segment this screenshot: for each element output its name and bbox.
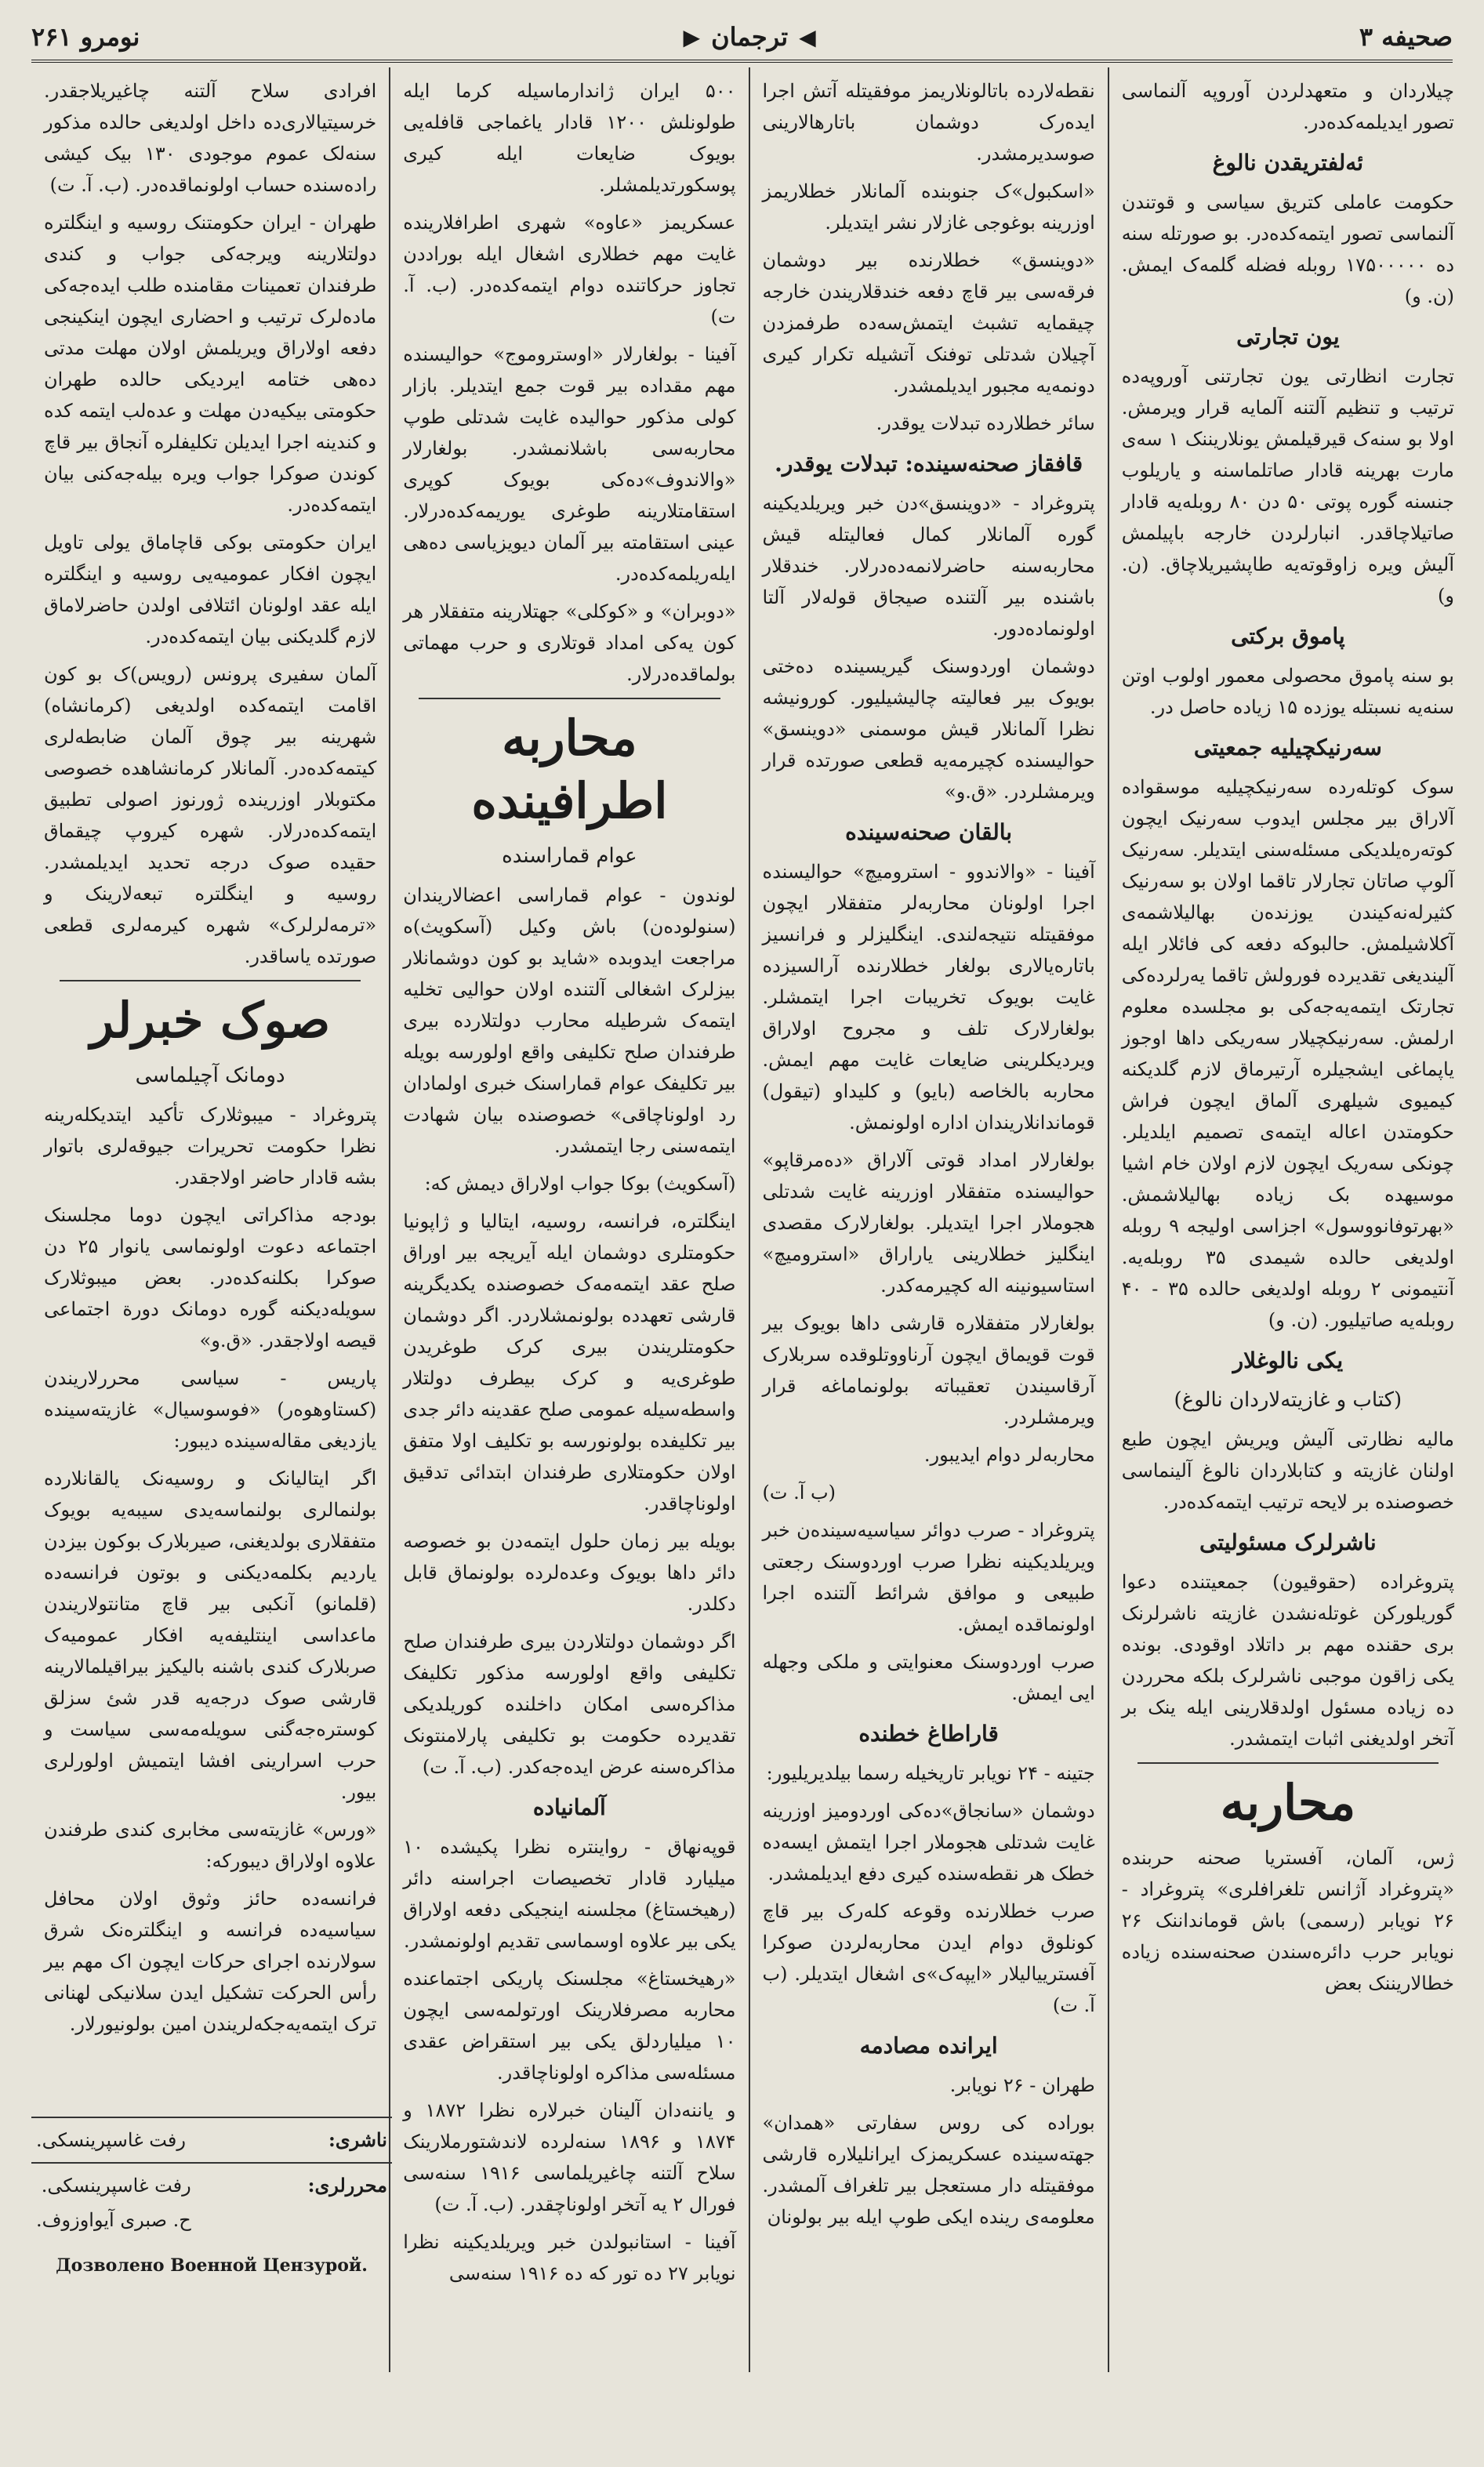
article-text: افرادی سلاح آلتنه چاغیریلاجقدر. خرسیتیالاری‌ده داخل اولدیغی حالده مذکور سنه‌لک عموم موجودی ۱۳۰ بیک کیشی راده‌سنده حساب اولونماقده‌در. (ب. آ. ت) [44,80,377,196]
article-heading: آلمانیاده [532,1794,606,1820]
article-text: اگر دوشمان دولتلاردن بیری طرفندان صلح تکلیفی واقع اولورسه مذکور تکلیفک مذاکره‌سی امکان داخلنده کوریلدیکی تقدیرده حکومت بو تکلیفی پارلامنتونک مذاکره‌سنه عرض ایده‌جه‌کدر. (ب. آ. ت) [403,1631,736,1778]
publisher-label: ناشری: [328,2128,387,2151]
article-text: صرب خطلارنده وقوعه کله‌رک بیر قاچ کونلوق دوام ایدن محاربه‌لردن صوکرا آفسترییالیلار «ایپه‌ک»ی اشغال ایتدیلر. (ب آ. ت) [762,1900,1095,2016]
column-3 [389,67,748,2372]
publisher-name: رفت غاسپرینسکی. [36,2129,186,2151]
article-text: آلمان سفیری پرونس (رویس)ک بو کون اقامت ایتمه‌کده اولدیغی (کرمانشاه) شهرینه بیر چوق آلمان ضابطه‌لری کیتمه‌کده‌در. آلمانلار کرمانشاهده خصوصی مکتوبلار اوزرینده ژورنوز اصولی تطبیق ایتمه‌کده‌درلار. شهره کیروپ چیقماق حقیده صوک درجه تحدید ایدیلمشدر. روسیه و اینگلتره تبعه‌لارینک و «ترمه‌لرلرک» شهره کیرمه‌لری قطعی صورتده یاساقدر. [44,663,377,967]
article-text: «دوینسق» خطلارنده بیر دوشمان فرقه‌سی بیر قاچ دفعه خندقلاریندن خارجه چیقمایه تشبث ایتمش‌سه‌ده طرفمزدن آچیلان شدتلی توفنک آتشیله تکرار کیری دونمه‌یه مجبور ایدیلمشدر. [762,249,1095,397]
article-text: فرانسه‌ده حائز وثوق اولان محافل سیاسیه‌ده فرانسه و اینگلتره‌نک شرق سولارنده اجرای حرکات ایچون اک مهم بیر رأس الحرکت تشکیل ایدن سلانیکی لهنانی ترک ایتمه‌یه‌جکه‌لریندن امین بولونیورلار. [44,1888,377,2035]
editor-names [36,2168,191,2237]
article-text: ژس، آلمان، آفستریا صحنه حربنده «پتروغراد آژانس تلغرافلری» پتروغراد - ۲۶ نویابر (رسمی) باش قومانداننک ۲۶ نویابر حرب دائره‌سندن صحنه‌سنده زیاده خطالاریننک بعض [1121,1847,1454,1994]
article-text: و یاننه‌دان آلینان خبرلاره نظرا ۱۸۷۲ و ۱۸۷۴ و ۱۸۹۶ سنه‌لرده لاندشتورملارینک سلاح آلتنه چاغیریلماسی ۱۹۱۶ سنه‌سی فورال ۲ یه آتخر اولوناچقدر. (ب. آ. ت) [403,2099,736,2215]
editors-row [31,2162,392,2242]
article-heading: سه‌رنیکچیلیه جمعیتی [1193,735,1382,760]
article-text: «اسکبول»ک جنوبنده آلمانلار خطلاریمز اوزرینه بوغوجی غازلار نشر ایتدیلر. [762,180,1095,234]
publisher-row [31,2117,392,2162]
article-text: پتروغراده (حقوقیون) جمعیتنده دعوا گوریلورکن غوتله‌نشدن غازیته ناشرلرنک بری حقنده مهم بر داتلاد اوقودی. بونده یکی زاقون موجبی ناشرلرک بلکه محرردن ده زیاده مسئول اولدقلارینی ایله ینک بر آتخر اولدیغنی اثبات ایتمشدر. [1121,1571,1454,1750]
imprint [31,2117,392,2375]
columns [31,67,1467,2372]
article-text: اگر ایتالیانک و روسیه‌نک یالقانلارده بولنمالری بولنماسه‌یدی سیبه‌یه بویوک متفقلاری بولدیغنی، صیربلارک بوکون بیزدن یاردیم بکلمه‌دیکنی و بوتون فرانسه‌ده (قلمانو) آنکبی بیر قاچ متانتولاریندن ماعداسی اینتلیفه‌یه افکار عمومیه‌ک صربلارک کندی باشنه بالیکیز بیراقیلمالارینه قارشی صوک درجه‌یه قدر شئ سزلق کوستره‌جه‌گنی سویله‌مه‌سی سیاست و حرب اسرارینی افشا ایتمیش اولورلری بیور. [44,1468,377,1803]
article-text: جتینه - ۲۴ نویابر تاریخیله رسما بیلدیریلیور: [766,1762,1095,1784]
article-text: «دوبران» و «کوکلی» جهتلارینه متفقلار هر کون یه‌کی امداد قوتلاری و حرب مهماتی بولماقده‌درلار. [403,600,736,685]
divider [1137,1762,1439,1764]
issue-number: نومرو ۲۶۱ [31,22,140,52]
article-heading: ایرانده مصادمه [859,2033,998,2059]
page-number: صحیفه ۳ [1359,22,1453,52]
article-text: بودجه مذاکراتی ایچون دوما مجلسنک اجتماعه دعوت اولونماسی یانوار ۲۵ دن صوکرا بکلنه‌کده‌در. بعض میبوثلارک سویله‌دیکنه گوره دومانک دورة اجتماعی قیصه اولاجقدر. «ق.و» [44,1204,377,1351]
section-heading: محاربه [1220,1774,1356,1831]
editor-name: ح. صبری آیواوزوف. [36,2209,191,2231]
article-text: آفینا - بولغارلار «اوستروموج» حوالیسنده مهم مقداده بیر قوت جمع ایتدیلر. بازار کولی مذکور حوالیده غایت شدتلی طوپ محاربه‌سی باشلانمشدر. بولغارلار «والاندوف»ده‌کی بویوک کوپری استقامتلارینه طوغری یوریمه‌کده‌درلار. عینی استقامته بیر آلمان دیویزیاسی ده‌هی ایله‌ریلمه‌کده‌در. [403,343,736,585]
article-text: نقطه‌لارده باتالونلاریمز موفقیتله آتش اجرا ایده‌رک دوشمان باتارهالارینی صوسدیرمشدر. [762,80,1095,165]
article-text: ایران حکومتی بوکی قاچاماق یولی تاویل ایچون افکار عمومیه‌یی روسیه و اینگلتره ایله عقد اولونان ائتلافی اولدن حاضرلاماق لازم گلدیکنی بیان ایتمه‌کده‌در. [44,531,377,648]
article-heading: بالقان صحنه‌سینده [845,819,1013,845]
article-text: ۵۰۰ ایران ژاندارماسیله کرما ایله طولونلش ۱۲۰۰ قادار یاغماجی قافله‌یی بویوک ضایعات ایله کیری پوسکورتدیلمشلر. [403,80,736,196]
article-text: آفینا - «والاندوو - استرومیچ» حوالیسنده اجرا اولونان محاربه‌لر متفقلار ایچون موفقیتله نتیجه‌لندی. اینگلیزلر و فرانسیز باتاره‌یالاری بولغار خطلارنده آرالسیزده غایت بویوک تخریبات اجرا ایتمشلر. بولغارلارک تلف و مجروح اولاراق ویردیکلرینی ضایعات غایت مهم ایمش. محاربه بالخاصه (بایو) و کلیداو (تیقول) قوماندانلاریندان اداره اولونمش. [762,861,1095,1134]
article-text: «رهیخستاغ» مجلسنک پاریکی اجتماعنده محاربه مصرفلارینک اورتولمه‌سی ایچون ۱۰ میلیاردلق یکی بیر استقراض عقدی مسئله‌سی مذاکره اولوناچاقدر. [403,1968,736,2084]
article-heading: قاراطاغ خطنده [858,1721,999,1747]
article-text: حکومت عاملی کتریق سیاسی و قوتندن آلنماسی تصور ایتمه‌کده‌در. بو صورتله سنه ده ۱۷۵۰۰۰۰۰ روبله فضله گلمه‌ک ایمش. (ن. و) [1121,191,1455,307]
right-arrow-icon: ▶ [683,24,701,50]
article-text: اینگلتره، فرانسه، روسیه، ایتالیا و ژاپونیا حکومتلری دوشمان ایله آیریجه بیر اوراق صلح عقد ایتمه‌مه‌ک خصوصنده یکدیگرینه قارشی تعهدده بولونمشلاردر. اگر دوشمان حکومتلریندن بیری کرک طوغریدن طوغری‌یه و کرک بیطرف دولتلار واسطه‌سیله عمومی صلح عقدینه دائر جدی بیر تکلیفده بولونورسه بو تکلیف اولا متفق اولان حکومتلاری طرفندان ابتدائی تدقیق اولوناچاقدر. [403,1210,736,1515]
section-subheading: دومانک آچیلماسی [135,1064,285,1087]
section-heading: محاربه اطرافینده [471,709,668,829]
article-text: تجارت انظارتی یون تجارتنی آوروپه‌ده ترتیب و تنظیم آلتنه آلمایه قرار ویرمش. اولا بو سنه‌ک قیرقیلمش یونلاریننک ۱ سه‌ی مارت بهرینه قادار صاتلماسنه و یاریلوب جنسنه گوره پوتی ۵۰ دن ۸۰ روبله‌یه قادار صاتیلاچاقدر. انبارلردن خارجه باپیلمش آلیش ویره زاوقوته‌یه طاپشیریلاچاق. (ن. و) [1121,365,1454,607]
article-text: (آسکویث) بوکا جواب اولاراق دیمش که: [424,1173,736,1195]
article-text: پتروغراد - میبوثلارک تأکید ایتدیکله‌رینه نظرا حکومت تحریرات جیوقه‌لری باتوار بشه قادار حاضر اولاجقدر. [44,1104,377,1188]
divider [60,980,361,981]
censor-note: Дозволено Военной Цензурой. [56,2255,368,2276]
article-text: بولغارلار متفقلاره قارشی داها بویوک بیر قوت قویماق ایچون آرناووتلوقده سربلارک آرقاسیندن تعقیباته بولونماماغه قرار ویرمشلردر. [762,1312,1095,1428]
divider [419,698,720,699]
editor-name: رفت غاسپرینسکی. [41,2175,191,2197]
left-arrow-icon: ◀ [799,24,816,50]
article-heading: ناشرلرک مسئولیتی [1199,1529,1377,1555]
article-text: بویله بیر زمان حلول ایتمه‌دن بو خصوصه دائر داها بویوک وعده‌لرده بولونماق قابل دکلدر. [403,1530,736,1615]
article-text: چیلاردان و متعهدلردن آوروپه آلنماسی تصور ایدیلمه‌کده‌در. [1121,80,1454,133]
section-heading: صوک خبرلر [90,992,331,1049]
article-text: پتروغراد - صرب دوائر سیاسیه‌سینده‌ن خبر ویریلدیکینه نظرا صرب اوردوسنک رجعتی طبیعی و موافق شرائط آلتنده اجرا اولونماقده ایمش. [762,1519,1095,1635]
article-text: صرب اوردوسنک معنوایتی و ملکی وجهله ایی ایمش. [762,1651,1095,1704]
page-header [31,14,1453,63]
article-text: بولغارلار امداد قوتی آلاراق «ده‌مرقاپو» حوالیسنده متفقلار اوزرینه غایت شدتلی هجوملار اجرا ایتدیلر. بولغارلارک مقصدی اینگلیز خطلارینی یاراراق «استرومیچ» استاسیونینه اله کچیرمه‌کدر. [762,1149,1095,1297]
article-heading: یون تجارتی [1236,324,1340,350]
article-text: دوشمان «سانجاق»ده‌کی اوردومیز اوزرینه غایت شدتلی هجوملار اجرا ایتمش ایسه‌ده خطک هر نقطه‌سنده کیری دفع ایدیلمشدر. [762,1800,1095,1885]
article-heading: قافقاز صحنه‌سینده: تبدلات یوقدر. [775,451,1083,477]
article-text: دوشمان اوردوسنک گیریسینده ده‌ختی بویوک بیر فعالیته چالیشیلیور. کورونیشه نظرا آلمانلار قیش موسمنی «دوینسق» حوالیسنده کچیرمه‌یه قطعی صورتده قرار ویرمشلردر. «ق.و» [762,655,1095,803]
article-text: «ورس» غازیته‌سی مخابری کندی طرفندن علاوه اولاراق دیبورکه: [44,1819,377,1872]
article-heading: یکی نالوغلار [1232,1348,1344,1373]
article-text: سائر خطلارده تبدلات یوقدر. [876,412,1095,434]
article-text: آفینا - استانبولدن خبر ویریلدیکینه نظرا نویابر ۲۷ ده تور که ده ۱۹۱۶ سنه‌سی [403,2231,736,2284]
article-subheading: (کتاب و غازیته‌لاردان نالوغ) [1174,1388,1402,1412]
article-text: قوپه‌نهاق - رواینتره نظرا پکیشده ۱۰ میلیارد قادار تخصیصات اجراسنه دائر (رهیخستاغ) مجلسنه اینجیکی دفعه اولاراق یکی بیر علاوه اوسماسی تقدیم اولونمشدر. [403,1836,736,1952]
masthead [684,22,816,52]
source-tag: (ب آ. ت) [762,1482,836,1504]
article-text: طهران - ایران حکومتنک روسیه و اینگلتره دولتلارینه ویرجه‌کی جواب و کندی طرفندان تعمینات مقامنده طلب ایده‌جه‌کی ماده‌لرک ترتیب و احضاری ایچون اینکینجی دفعه اولاراق ویریلمش اولان مهلت مدتی ده‌هی ختامه ایردیکی حالده طهران حکومتی بیکیه‌دن مهلت و عده‌لب ایتمه کده و کندینه اجرا ایدیلن تکلیفلره آنجاق بیر قاچ کوندن صوکرا جواب ویره بیله‌جه‌کنی بیان ایتمه‌کده‌در. [44,212,377,516]
article-text: سوک کوتله‌رده سه‌رنیکچیلیه موسقواده آلاراق بیر مجلس ایدوب سه‌رنیک ایچون کوته‌ره‌یلدیکی مسئله‌سنی ایتدیلر. سه‌رنیک آلوپ صاتان تجارلار تاقما اولان بو سه‌رنیک کثیرله‌نه‌کیندن یوزنده‌ن بهالیلاشمه‌ی آکلاشیلمش. حالبوکه دفعه کی فائلار ایله آلیندیغی تقدیرده فورولش تاقما یه‌رلرده‌کی تجارتک ایتمه‌یه‌جه‌کی بو مجلسده معلوم ارلمش. سه‌رنیکچیلار سه‌ریکی داها اوجوز یاپماغی ایشجیلره آرتیرماق لازم گلدیکنه کیمیوی شیلهری آلماق ایچون فراش حکومتدن اعاله ایتمه‌ی تصمیم ایلدیلر. چونکی سه‌ریک ایچون لازم اولان خام اشیا موسیهده بک زیاده بهالیلاشمش. «بهرتوفانووسول» اجزاسی اولیجه ۹ روبله اولدیغی حالده شیمدی ۳۵ روبله‌یه. آنتیمونی ۲ روبله اولدیغی حالده ۳۵ - ۴۰ روبله‌یه صاتیلیور. (ن. و) [1121,776,1455,1331]
editors-label: محررلری: [307,2174,387,2197]
section-subheading: عوام قماراسنده [502,844,637,868]
article-text: بوراده کی روس سفارتی «همدان» جهته‌سینده عسکریمزک ایرانلیلاره قارشی موفقیتله دار مستعجل بیر تلغراف آلمشدر. معلومه‌ی رینده ایکی طوپ ایله بیر بولونان [762,2112,1095,2228]
column-2 [749,67,1108,2372]
article-text: پتروغراد - «دوینسق»دن خبر ویریلدیکینه گوره آلمانلار کمال فعالیتله قیش محاربه‌سنه حاضرلانمه‌ده‌درلار. خندقلار باشنده بیر آلتنده صیجاق قوله‌لار آلتا اولونماده‌دور. [762,492,1095,640]
column-1 [1108,67,1467,2372]
article-text: بو سنه پاموق محصولی معمور اولوب اوتن سنه‌یه نسبتله یوزده ۱۵ زیاده حاصل در. [1121,665,1454,718]
article-text: طهران - ۲۶ نویابر. [949,2074,1095,2096]
article-heading: پاموق برکتی [1231,623,1345,649]
article-text: مالیه نظارتی آلیش ویریش ایچون طبع اولنان غازیته و کتابلاردان نالوغ آلینماسی خصوصنده بر لایحه ترتیب ایتمه‌کده‌در. [1121,1428,1454,1513]
paper-name: ترجمان [711,22,789,52]
article-text: محاربه‌لر دوام ایدیبور. [923,1444,1095,1466]
article-heading: ئه‌لفتریقدن نالوغ [1212,150,1364,176]
column-4 [31,67,389,2372]
article-text: لوندون - عوام قماراسی اعضالاریندان (سنولوده‌ن) باش وکیل (آسکویث)ه مراجعت ایدوبده «شاید بو کون دوشمانلار بیزلرک اشغالی آلتنده اولان حوالیی تخلیه ایتمه‌ک شرطیله محارب دولتلارده بیری طرفندان صلح تکلیفی واقع اولورسه بویله بیر تکلیفک عوام قماراسنک خبری اولمادان رد اولوناچاقی» خصوصنده بیان شهادت ایتمه‌سنی رجا ایتمشدر. [403,884,736,1157]
article-text: عسکریمز «عاوه» شهری اطرافلارینده غایت مهم خطلاری اشغال ایله بوراددن تجاوز حرکاتنده دوام ایتمه‌کده‌در. (ب. آ. ت) [403,212,736,328]
article-text: پاریس - سیاسی محررلاریندن (کستاوهوه‌ر) «فوسوسیال» غازیته‌سینده یازدیغی مقاله‌سینده دیبور: [44,1367,377,1452]
